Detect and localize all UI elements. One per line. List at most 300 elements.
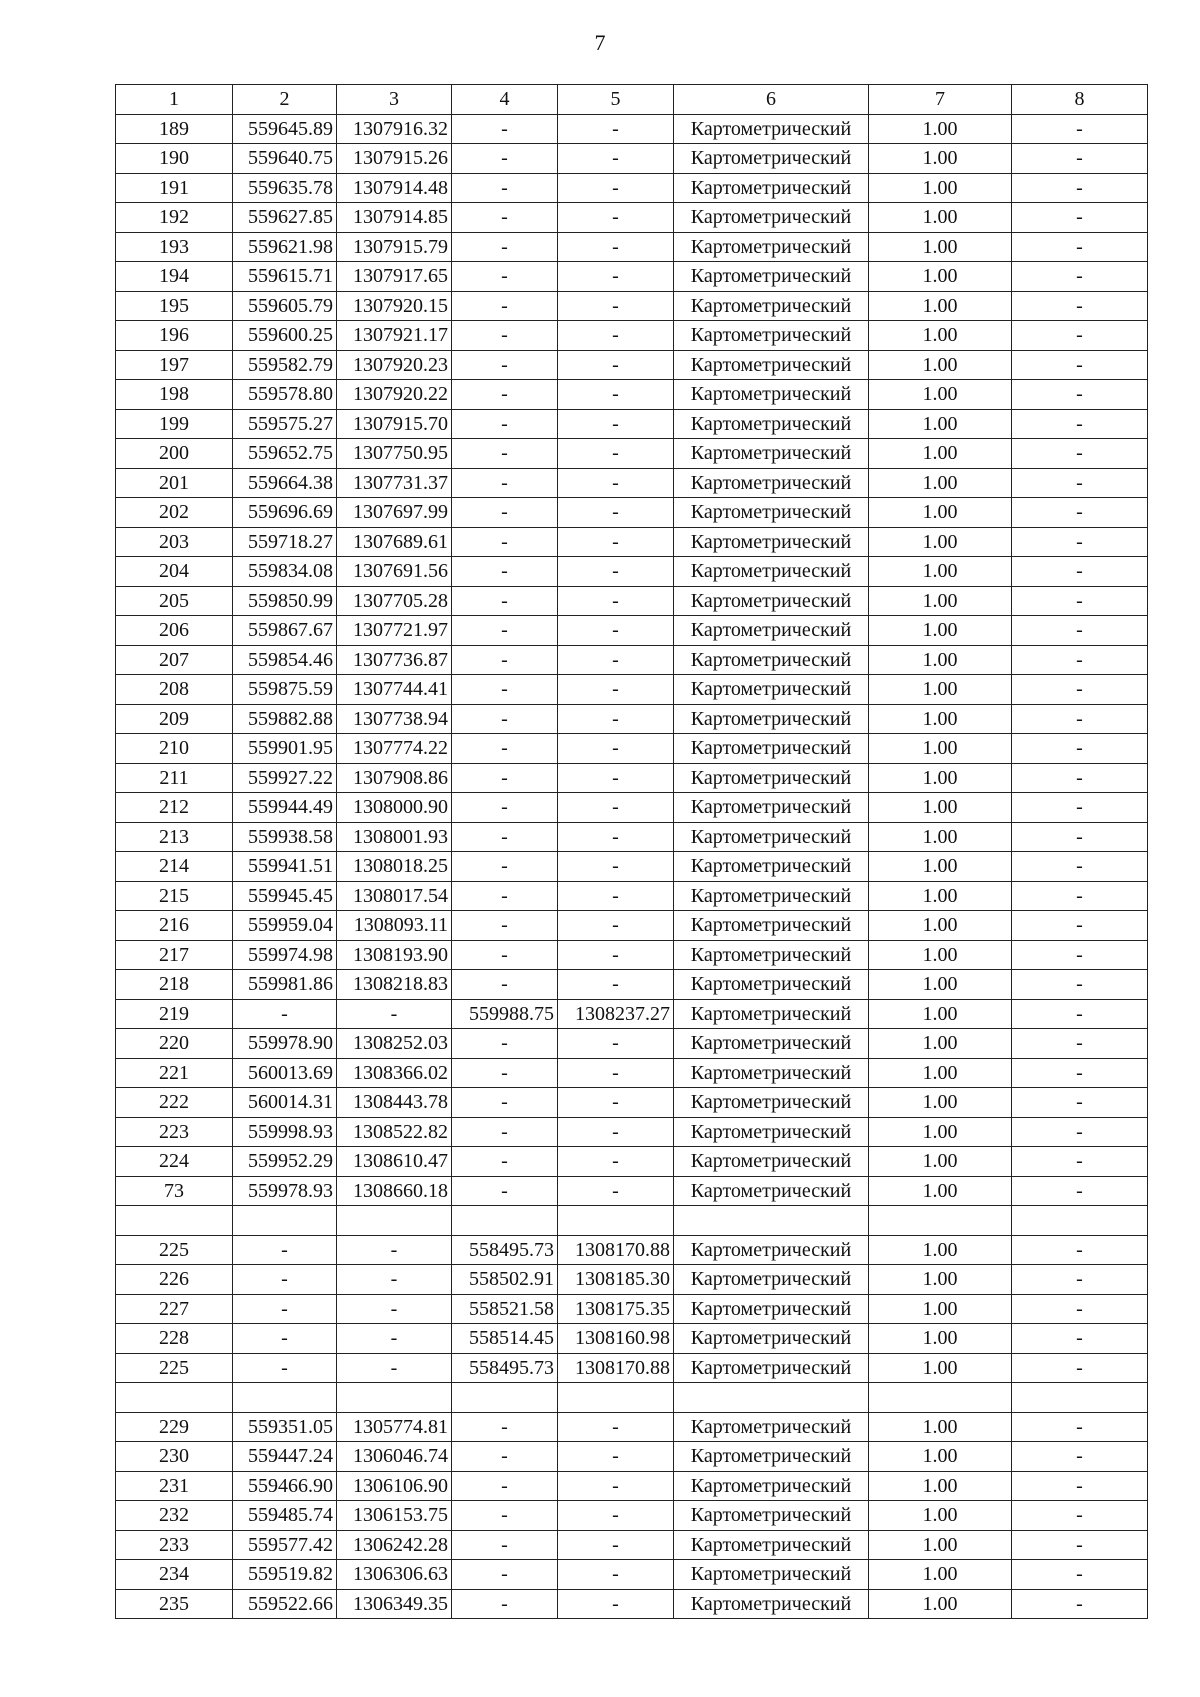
table-cell-col-6: Картометрический <box>674 1029 869 1059</box>
table-cell-col-2: 559519.82 <box>233 1560 337 1590</box>
table-row <box>116 704 1148 734</box>
table-cell-col-8: - <box>1012 1176 1148 1206</box>
table-row <box>116 734 1148 764</box>
table-cell-col-3: 1308610.47 <box>337 1147 452 1177</box>
table-cell-col-2: 559645.89 <box>233 114 337 144</box>
table-cell-col-2: - <box>233 1235 337 1265</box>
table-cell-col-3: 1306153.75 <box>337 1501 452 1531</box>
table-cell-col-5: - <box>558 468 674 498</box>
table-cell-col-5: - <box>558 734 674 764</box>
table-cell-col-1: 225 <box>116 1235 233 1265</box>
table-row <box>116 203 1148 233</box>
column-header-2: 2 <box>233 85 337 115</box>
table-cell-col-8: - <box>1012 675 1148 705</box>
table-cell-col-1: 228 <box>116 1324 233 1354</box>
table-cell-col-4: - <box>452 1147 558 1177</box>
table-cell-col-8: - <box>1012 645 1148 675</box>
table-cell-col-6: Картометрический <box>674 173 869 203</box>
table-cell-col-6: Картометрический <box>674 970 869 1000</box>
table-cell-col-3: 1308522.82 <box>337 1117 452 1147</box>
table-cell-col-3: 1307750.95 <box>337 439 452 469</box>
table-row <box>116 380 1148 410</box>
table-cell-col-8: - <box>1012 1265 1148 1295</box>
table-cell-col-1: 73 <box>116 1176 233 1206</box>
table-cell-col-4: - <box>452 144 558 174</box>
table-cell-col-5: 1308160.98 <box>558 1324 674 1354</box>
table-cell-col-3: 1305774.81 <box>337 1412 452 1442</box>
table-cell-col-2: 559945.45 <box>233 881 337 911</box>
table-cell-col-1: 201 <box>116 468 233 498</box>
table-cell-col-6: Картометрический <box>674 114 869 144</box>
table-cell-col-8: - <box>1012 1501 1148 1531</box>
coordinates-table <box>115 84 1148 1619</box>
table-cell-col-7: 1.00 <box>869 321 1012 351</box>
table-cell-col-7: 1.00 <box>869 468 1012 498</box>
table-row <box>116 439 1148 469</box>
table-cell-col-7: 1.00 <box>869 557 1012 587</box>
table-cell-col-3: 1307920.15 <box>337 291 452 321</box>
table-cell-col-6: Картометрический <box>674 763 869 793</box>
table-cell-col-6: Картометрический <box>674 1117 869 1147</box>
table-cell-col-4: - <box>452 291 558 321</box>
table-row <box>116 1501 1148 1531</box>
table-cell-col-2: 559600.25 <box>233 321 337 351</box>
table-cell-col-2: 559640.75 <box>233 144 337 174</box>
table-cell-col-6: Картометрический <box>674 1147 869 1177</box>
table-cell-col-8: - <box>1012 586 1148 616</box>
table-cell-col-7: 1.00 <box>869 734 1012 764</box>
table-cell-col-5: 1308237.27 <box>558 999 674 1029</box>
table-cell-col-4: - <box>452 203 558 233</box>
table-row <box>116 1117 1148 1147</box>
table-row <box>116 1058 1148 1088</box>
table-cell-col-2: 559522.66 <box>233 1589 337 1619</box>
table-cell-col-8: - <box>1012 881 1148 911</box>
table-cell-col-4: - <box>452 321 558 351</box>
table-cell-col-7: 1.00 <box>869 793 1012 823</box>
table-cell-col-7: 1.00 <box>869 1442 1012 1472</box>
table-cell-col-2: 559978.93 <box>233 1176 337 1206</box>
table-cell-col-5: - <box>558 1501 674 1531</box>
table-cell-col-6: Картометрический <box>674 321 869 351</box>
table-cell-col-8: - <box>1012 350 1148 380</box>
table-cell-col-8: - <box>1012 498 1148 528</box>
table-cell-col-3: 1306106.90 <box>337 1471 452 1501</box>
table-cell-col-4: - <box>452 1442 558 1472</box>
table-cell-col-8: - <box>1012 911 1148 941</box>
table-cell-col-2: 559605.79 <box>233 291 337 321</box>
table-cell-col-4: - <box>452 232 558 262</box>
table-cell-col-3: 1307920.23 <box>337 350 452 380</box>
table-cell-col-4: 559988.75 <box>452 999 558 1029</box>
table-cell-col-2: - <box>233 1324 337 1354</box>
table-cell-col-7: 1.00 <box>869 144 1012 174</box>
table-row <box>116 527 1148 557</box>
table-cell-col-6: Картометрический <box>674 645 869 675</box>
table-cell-col-2: 559466.90 <box>233 1471 337 1501</box>
table-row <box>116 1560 1148 1590</box>
table-row <box>116 1235 1148 1265</box>
table-cell-col-2: 559901.95 <box>233 734 337 764</box>
table-cell-col-3: 1307697.99 <box>337 498 452 528</box>
table-cell-col-4: - <box>452 262 558 292</box>
table-cell-col-5: - <box>558 793 674 823</box>
table-cell-col-5: 1308185.30 <box>558 1265 674 1295</box>
table-cell-col-5: - <box>558 704 674 734</box>
table-row <box>116 616 1148 646</box>
table-cell-col-1: 192 <box>116 203 233 233</box>
table-cell-col-7: 1.00 <box>869 675 1012 705</box>
table-cell-col-3: 1307915.70 <box>337 409 452 439</box>
table-cell-col-4: - <box>452 1560 558 1590</box>
table-cell-col-6: Картометрический <box>674 881 869 911</box>
table-cell-col-7 <box>869 1206 1012 1236</box>
table-cell-col-1: 234 <box>116 1560 233 1590</box>
table-cell-col-8: - <box>1012 616 1148 646</box>
table-separator-row <box>116 1383 1148 1413</box>
table-cell-col-4: - <box>452 1471 558 1501</box>
table-cell-col-3: 1307738.94 <box>337 704 452 734</box>
table-cell-col-3: 1307731.37 <box>337 468 452 498</box>
table-cell-col-2: 559652.75 <box>233 439 337 469</box>
table-cell-col-5: - <box>558 1117 674 1147</box>
table-row <box>116 468 1148 498</box>
table-cell-col-7: 1.00 <box>869 114 1012 144</box>
table-cell-col-1: 216 <box>116 911 233 941</box>
table-cell-col-8: - <box>1012 1235 1148 1265</box>
table-cell-col-2: 559578.80 <box>233 380 337 410</box>
table-cell-col-3: 1308001.93 <box>337 822 452 852</box>
table-cell-col-2: 559927.22 <box>233 763 337 793</box>
table-cell-col-4: - <box>452 911 558 941</box>
table-cell-col-5: - <box>558 380 674 410</box>
table-cell-col-6: Картометрический <box>674 1088 869 1118</box>
table-cell-col-7: 1.00 <box>869 1088 1012 1118</box>
table-cell-col-3: 1308443.78 <box>337 1088 452 1118</box>
table-cell-col-2: 559882.88 <box>233 704 337 734</box>
table-cell-col-4: - <box>452 1530 558 1560</box>
table-row <box>116 1412 1148 1442</box>
table-cell-col-7: 1.00 <box>869 1294 1012 1324</box>
table-cell-col-7: 1.00 <box>869 911 1012 941</box>
table-cell-col-3: 1307914.85 <box>337 203 452 233</box>
table-cell-col-7: 1.00 <box>869 1176 1012 1206</box>
table-cell-col-1: 191 <box>116 173 233 203</box>
table-cell-col-2: 559351.05 <box>233 1412 337 1442</box>
table-cell-col-8: - <box>1012 468 1148 498</box>
table-cell-col-1: 226 <box>116 1265 233 1295</box>
table-cell-col-3: 1308093.11 <box>337 911 452 941</box>
table-cell-col-2: 559978.90 <box>233 1029 337 1059</box>
table-cell-col-1: 218 <box>116 970 233 1000</box>
table-cell-col-4: - <box>452 970 558 1000</box>
table-cell-col-6: Картометрический <box>674 1235 869 1265</box>
table-cell-col-1: 194 <box>116 262 233 292</box>
table-cell-col-2: 559974.98 <box>233 940 337 970</box>
table-cell-col-1: 220 <box>116 1029 233 1059</box>
table-cell-col-7: 1.00 <box>869 1147 1012 1177</box>
table-cell-col-7: 1.00 <box>869 262 1012 292</box>
table-cell-col-7: 1.00 <box>869 852 1012 882</box>
table-cell-col-3 <box>337 1383 452 1413</box>
table-cell-col-7: 1.00 <box>869 1412 1012 1442</box>
table-cell-col-5: - <box>558 114 674 144</box>
table-cell-col-1: 195 <box>116 291 233 321</box>
column-header-8: 8 <box>1012 85 1148 115</box>
table-cell-col-5: - <box>558 203 674 233</box>
table-cell-col-8: - <box>1012 1353 1148 1383</box>
table-cell-col-3: - <box>337 1265 452 1295</box>
table-row <box>116 232 1148 262</box>
table-cell-col-3: 1307705.28 <box>337 586 452 616</box>
table-cell-col-1: 222 <box>116 1088 233 1118</box>
table-cell-col-8: - <box>1012 1471 1148 1501</box>
table-cell-col-2: 559621.98 <box>233 232 337 262</box>
table-cell-col-4: - <box>452 350 558 380</box>
table-cell-col-3: 1307915.26 <box>337 144 452 174</box>
table-row <box>116 763 1148 793</box>
table-cell-col-1: 221 <box>116 1058 233 1088</box>
table-cell-col-2: - <box>233 1265 337 1295</box>
table-cell-col-7 <box>869 1383 1012 1413</box>
table-cell-col-2: 559854.46 <box>233 645 337 675</box>
table-cell-col-1: 202 <box>116 498 233 528</box>
column-header-7: 7 <box>869 85 1012 115</box>
table-row <box>116 262 1148 292</box>
table-cell-col-5: - <box>558 1147 674 1177</box>
table-cell-col-2: 559944.49 <box>233 793 337 823</box>
table-cell-col-7: 1.00 <box>869 203 1012 233</box>
table-cell-col-5: - <box>558 527 674 557</box>
table-cell-col-3 <box>337 1206 452 1236</box>
table-cell-col-2: 559447.24 <box>233 1442 337 1472</box>
table-cell-col-6: Картометрический <box>674 144 869 174</box>
table-cell-col-4: - <box>452 1176 558 1206</box>
table-cell-col-5: - <box>558 321 674 351</box>
table-cell-col-3: 1308000.90 <box>337 793 452 823</box>
table-row <box>116 940 1148 970</box>
table-cell-col-5: - <box>558 1560 674 1590</box>
table-cell-col-4: - <box>452 557 558 587</box>
table-cell-col-3: 1307914.48 <box>337 173 452 203</box>
table-cell-col-7: 1.00 <box>869 350 1012 380</box>
table-cell-col-3: 1308193.90 <box>337 940 452 970</box>
table-cell-col-8: - <box>1012 1029 1148 1059</box>
column-header-4: 4 <box>452 85 558 115</box>
table-cell-col-6: Картометрический <box>674 203 869 233</box>
table-cell-col-8: - <box>1012 704 1148 734</box>
table-row <box>116 852 1148 882</box>
table-cell-col-7: 1.00 <box>869 1530 1012 1560</box>
table-cell-col-1: 214 <box>116 852 233 882</box>
table-cell-col-1: 212 <box>116 793 233 823</box>
table-row <box>116 350 1148 380</box>
table-cell-col-4: - <box>452 940 558 970</box>
table-cell-col-2: 559952.29 <box>233 1147 337 1177</box>
table-cell-col-1: 199 <box>116 409 233 439</box>
table-cell-col-1: 213 <box>116 822 233 852</box>
table-cell-col-7: 1.00 <box>869 380 1012 410</box>
table-row <box>116 645 1148 675</box>
table-cell-col-3: 1307774.22 <box>337 734 452 764</box>
table-cell-col-8: - <box>1012 173 1148 203</box>
table-row <box>116 911 1148 941</box>
table-cell-col-5: - <box>558 291 674 321</box>
table-cell-col-8: - <box>1012 1088 1148 1118</box>
table-cell-col-1: 229 <box>116 1412 233 1442</box>
table-cell-col-7: 1.00 <box>869 970 1012 1000</box>
table-cell-col-8: - <box>1012 1412 1148 1442</box>
table-cell-col-3: 1307736.87 <box>337 645 452 675</box>
table-cell-col-2: - <box>233 1353 337 1383</box>
table-cell-col-1: 235 <box>116 1589 233 1619</box>
table-cell-col-4: - <box>452 1412 558 1442</box>
column-header-3: 3 <box>337 85 452 115</box>
table-cell-col-7: 1.00 <box>869 173 1012 203</box>
table-cell-col-8: - <box>1012 1058 1148 1088</box>
table-cell-col-8: - <box>1012 291 1148 321</box>
table-cell-col-8 <box>1012 1206 1148 1236</box>
table-cell-col-8: - <box>1012 1117 1148 1147</box>
table-cell-col-3: 1307721.97 <box>337 616 452 646</box>
table-cell-col-5: - <box>558 1442 674 1472</box>
table-cell-col-5: - <box>558 557 674 587</box>
table-cell-col-2: 559850.99 <box>233 586 337 616</box>
table-cell-col-2: 559867.67 <box>233 616 337 646</box>
table-row <box>116 1176 1148 1206</box>
table-row <box>116 291 1148 321</box>
table-cell-col-4: - <box>452 734 558 764</box>
table-cell-col-7: 1.00 <box>869 881 1012 911</box>
table-cell-col-7: 1.00 <box>869 1501 1012 1531</box>
table-cell-col-1: 223 <box>116 1117 233 1147</box>
table-cell-col-8: - <box>1012 439 1148 469</box>
table-cell-col-2: 560014.31 <box>233 1088 337 1118</box>
table-cell-col-6: Картометрический <box>674 1294 869 1324</box>
table-cell-col-5: - <box>558 881 674 911</box>
column-header-1: 1 <box>116 85 233 115</box>
table-cell-col-3: - <box>337 1353 452 1383</box>
table-cell-col-4: - <box>452 1501 558 1531</box>
table-cell-col-3: 1307744.41 <box>337 675 452 705</box>
table-cell-col-3: 1307921.17 <box>337 321 452 351</box>
table-cell-col-7: 1.00 <box>869 232 1012 262</box>
table-cell-col-7: 1.00 <box>869 763 1012 793</box>
table-cell-col-7: 1.00 <box>869 1265 1012 1295</box>
table-cell-col-5: - <box>558 1088 674 1118</box>
table-cell-col-3: 1308018.25 <box>337 852 452 882</box>
table-cell-col-5: - <box>558 232 674 262</box>
table-cell-col-6: Картометрический <box>674 468 869 498</box>
table-cell-col-6: Картометрический <box>674 1324 869 1354</box>
table-cell-col-6: Картометрический <box>674 1442 869 1472</box>
table-cell-col-6: Картометрический <box>674 409 869 439</box>
table-cell-col-3: 1308218.83 <box>337 970 452 1000</box>
table-cell-col-4: 558521.58 <box>452 1294 558 1324</box>
table-cell-col-3: 1306306.63 <box>337 1560 452 1590</box>
table-cell-col-2: - <box>233 999 337 1029</box>
table-cell-col-8: - <box>1012 734 1148 764</box>
table-cell-col-1: 225 <box>116 1353 233 1383</box>
table-row <box>116 1147 1148 1177</box>
table-cell-col-1: 209 <box>116 704 233 734</box>
table-cell-col-1: 230 <box>116 1442 233 1472</box>
table-cell-col-6: Картометрический <box>674 232 869 262</box>
table-cell-col-6: Картометрический <box>674 350 869 380</box>
table-body <box>116 114 1148 1619</box>
table-cell-col-7: 1.00 <box>869 616 1012 646</box>
table-cell-col-5: 1308170.88 <box>558 1235 674 1265</box>
table-cell-col-1: 189 <box>116 114 233 144</box>
table-cell-col-6: Картометрический <box>674 1501 869 1531</box>
table-row <box>116 1589 1148 1619</box>
table-cell-col-3: 1308017.54 <box>337 881 452 911</box>
table-cell-col-3: - <box>337 1294 452 1324</box>
table-cell-col-4: - <box>452 881 558 911</box>
table-cell-col-4: - <box>452 1117 558 1147</box>
table-cell-col-2: 559635.78 <box>233 173 337 203</box>
table-row <box>116 1324 1148 1354</box>
table-row <box>116 321 1148 351</box>
table-cell-col-1: 224 <box>116 1147 233 1177</box>
table-cell-col-2: 559718.27 <box>233 527 337 557</box>
table-cell-col-4: - <box>452 616 558 646</box>
table-cell-col-5 <box>558 1383 674 1413</box>
table-cell-col-6: Картометрический <box>674 704 869 734</box>
column-header-5: 5 <box>558 85 674 115</box>
table-cell-col-8: - <box>1012 409 1148 439</box>
table-cell-col-2: 559582.79 <box>233 350 337 380</box>
table-cell-col-5: - <box>558 439 674 469</box>
table-row <box>116 1471 1148 1501</box>
table-cell-col-1: 215 <box>116 881 233 911</box>
table-row <box>116 1442 1148 1472</box>
table-cell-col-7: 1.00 <box>869 999 1012 1029</box>
column-header-6: 6 <box>674 85 869 115</box>
table-cell-col-6: Картометрический <box>674 940 869 970</box>
table-cell-col-1 <box>116 1206 233 1236</box>
page-number: 7 <box>594 30 606 55</box>
table-cell-col-3: 1306349.35 <box>337 1589 452 1619</box>
table-cell-col-1: 210 <box>116 734 233 764</box>
table-cell-col-4: - <box>452 822 558 852</box>
table-cell-col-1: 200 <box>116 439 233 469</box>
table-cell-col-8: - <box>1012 380 1148 410</box>
table-cell-col-8: - <box>1012 262 1148 292</box>
table-cell-col-4: - <box>452 527 558 557</box>
table-cell-col-3: 1308660.18 <box>337 1176 452 1206</box>
table-cell-col-8: - <box>1012 940 1148 970</box>
table-cell-col-2: 559938.58 <box>233 822 337 852</box>
table-separator-row <box>116 1206 1148 1236</box>
table-cell-col-6: Картометрический <box>674 291 869 321</box>
table-cell-col-5: - <box>558 1029 674 1059</box>
table-cell-col-4: - <box>452 380 558 410</box>
table-cell-col-3: 1308252.03 <box>337 1029 452 1059</box>
table-cell-col-1: 233 <box>116 1530 233 1560</box>
table-cell-col-7: 1.00 <box>869 940 1012 970</box>
table-cell-col-6: Картометрический <box>674 1589 869 1619</box>
table-row <box>116 144 1148 174</box>
table-cell-col-5: - <box>558 763 674 793</box>
table-cell-col-8: - <box>1012 1560 1148 1590</box>
table-row <box>116 1088 1148 1118</box>
table-cell-col-5: - <box>558 1589 674 1619</box>
table-cell-col-1: 190 <box>116 144 233 174</box>
table-cell-col-3: - <box>337 999 452 1029</box>
table-cell-col-5: - <box>558 940 674 970</box>
table-cell-col-3: - <box>337 1235 452 1265</box>
